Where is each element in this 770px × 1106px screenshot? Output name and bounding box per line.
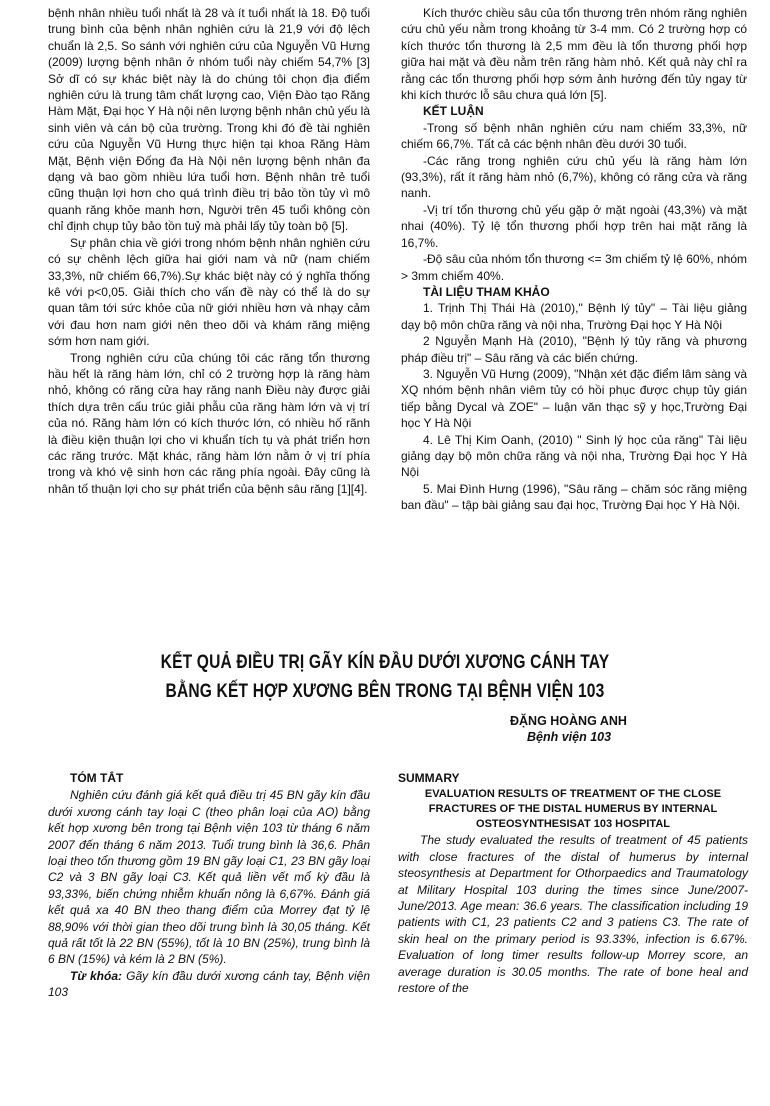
author-institution: Bệnh viện 103 [527,730,612,744]
references-heading: TÀI LIỆU THAM KHẢO [423,284,550,299]
left-column-continued-text [48,5,370,497]
keywords-text: Gãy kín đầu dưới xương cánh tay, Bệnh viện 103 [48,968,370,1000]
article-title-line: KẾT QUẢ ĐIỀU TRỊ GÃY KÍN ĐẦU DƯỚI XƯƠNG CÁNH TAY [160,652,610,673]
reference-item: 5. Mai Đình Hưng (1996), "Sâu răng – chăm sóc răng miệng ban đầu" – tập bài giảng sau đại học, Trường Đại học Y Hà Nội. [401,481,747,513]
right-column-continued-text [401,5,747,514]
conclusion-heading: KẾT LUẬN [423,104,484,119]
paragraph-tooth-discussion: Trong nghiên cứu của chúng tôi các răng tổn thương hầu hết là răng hàm lớn, chỉ có 2 trường hợp là răng hàm nhỏ, không có răng cửa hay răng nanh Điều này được giải thích dựa trên cấu trúc giải phẫu của răng hàm lớn và vị trí của nó. Răng hàm lớn có kích thước lớn, có nhiều hố rãnh là điều kiện thuận lợi cho vi khuẩn tích tụ và phát triển hơn các răng trước. Mặt khác, răng hàm lớn nằm ở vị trí phía trong và khó vệ sinh hơn các răng phía ngoài. Đây cũng là nhân tố thuận lợi cho sự phát triển của bệnh sâu răng [1][4]. [48,350,370,496]
conclusion-item: -Trong số bệnh nhân nghiên cứu nam chiếm 33,3%, nữ chiếm 66,7%. Tất cả các bệnh nhân đều dưới 30 tuổi. [401,120,747,152]
reference-item: 1. Trịnh Thị Thái Hà (2010)," Bệnh lý tủy" – Tài liệu giảng dạy bộ môn chữa răng và nội nha, Trường Đại học Y Hà Nội [401,301,747,332]
reference-item: 2 Nguyễn Mạnh Hà (2010), "Bệnh lý tủy răng và phương pháp điều trị" – Sâu răng và các biến chứng. [401,334,747,365]
abstract-body: Nghiên cứu đánh giá kết quả điều trị 45 BN gãy kín đầu dưới xương cánh tay loại C (theo phân loại của AO) bằng kết hợp xương bên trong tại Bệnh viện 103 từ tháng 6 năm 2007 đến tháng 6 năm 2013. Tuổi trung bình là 36,6. Phân loại theo tổn thương gồm 19 BN gãy loại C1, 23 BN gãy loại C2 và 3 BN gãy loại C3. Kết quả liền vết mổ kỳ đầu là 93,33%, biến chứng nhiễm khuẩn nông là 6,67%. Đánh giá kết quả xa 40 BN theo thang điểm của Morrey đạt tỷ lệ 88,90% với thời gian theo dõi trung bình là 30,05 tháng. Kết quả rất tốt là 22 BN (55%), tốt là 10 BN (25%), trung bình là 6 BN (15%) và kém là 2 BN (5%). [48,788,370,967]
paragraph-age-discussion: bệnh nhân nhiều tuổi nhất là 28 và ít tuổi nhất là 18. Độ tuổi trung bình của bệnh nhân nghiên cứu là 21,9 với độ lệch chuẩn là 2,5. So sánh với nghiên cứu của Nguyễn Vũ Hưng (2009) lượng bệnh nhân ở nhóm tuổi này chiếm 54,7% [3] Sở dĩ có sự khác biệt này là do chúng tôi chọn địa điểm nghiên cứu là trung tâm chất lượng cao, Viện Đào tạo Răng Hàm Mặt, Đại học Y Hà nội nên lượng bệnh nhân chủ yếu là sinh viên và cán bộ của trường. Trong khi đó đề tài nghiên cứu của Nguyễn Vũ Hưng thực hiện tại khoa Răng Hàm Mặt, Bệnh viện Đống đa Hà Nội nên lượng bệnh nhân đa dạng và bao gồm nhiều lứa tuổi hơn. Bệnh nhân trẻ tuổi cũng thuận lợi hơn cho quá trình điều trị bảo tồn tủy vì mô quanh răng khỏe manh hơn, Người trên 45 tuổi không còn chỉ định chụp tủy bảo tồn tuỷ mà phải lấy tủy toàn bộ [5]. [48,6,370,234]
article-title [69,648,700,706]
keywords-line [48,968,370,1001]
abstract-heading: TÓM TẮT [70,771,124,785]
article-title-line: BẰNG KẾT HỢP XƯƠNG BÊN TRONG TẠI BỆNH VIỆN 103 [165,681,605,702]
reference-item: 4. Lê Thị Kim Oanh, (2010) " Sinh lý học của răng" Tài liệu giảng dạy bộ môn chữa răng và nội nha, Trường Đại học Y Hà Nội [401,432,747,480]
summary-body: The study evaluated the results of treatment of 45 patients with close fractures of the distal of humerus by internal steosynthesis at Department for Othorpaedics and Traumatology at Military Hospital 103 during the times since June/2007- June/2013. Age mean: 36.6 years. The classification including 19 patients with C1, 23 patients C2 and 3 patiens C3. The rate of skin heal on the primary period is 93.33%, infection is 6.67%. Evaluation of long timer results follow-up Morrey score, an average duration is 30.05 months. The rate of bone heal and restore of the [398,833,748,996]
summary-heading: SUMMARY [398,771,460,785]
conclusion-item: -Các răng trong nghiên cứu chủ yếu là răng hàm lớn (93,3%), rất ít răng hàm nhỏ (6,7%), không có răng cửa và răng nanh. [401,153,747,201]
author-block [510,713,627,745]
paragraph-gender-discussion: Sự phân chia về giới trong nhóm bệnh nhân nghiên cứu có sự chênh lệch giữa hai giới nam và nữ (nam chiếm 33,3%, nữ chiếm 66,7%).Sự khác biệt này có ý nghĩa thống kê với p<0,05. Giải thích cho vấn đề này có thể là do sự quan tâm tới sức khỏe của nữ giới nhiều hơn và nhạy cảm với đau hơn nam giới nên theo dõi và khám răng miệng sớm hơn nam giới. [48,235,370,349]
conclusion-item: -Độ sâu của nhóm tổn thương <= 3m chiếm tỷ lệ 60%, nhóm > 3mm chiếm 40%. [401,252,747,283]
paragraph-lesion-depth: Kích thước chiều sâu của tổn thương trên nhóm răng nghiên cứu chủ yếu nằm trong khoảng từ 3-4 mm. Có 2 trường hợp có kích thước tổn thương là 2,5 mm đều là tổn thương phối hợp giữa hai mặt và đều nằm trên răng hàm nhỏ. Kết quả này chỉ ra rằng các tổn thương phối hợp sớm ảnh hưởng đến tủy ngay từ khi kích thước lỗ sâu chưa quá lớn [5]. [401,6,747,103]
author-name: ĐẶNG HOÀNG ANH [510,714,627,728]
summary-title: EVALUATION RESULTS OF TREATMENT OF THE CLOSE FRACTURES OF THE DISTAL HUMERUS BY INTERNAL OSTEOSYNTHESISAT 103 HOSPITAL [424,788,722,831]
keywords-label: Từ khóa: [70,968,123,983]
english-summary [398,770,748,996]
conclusion-item: -Vị trí tổn thương chủ yếu gặp ở mặt ngoài (43,3%) và mặt nhai (40%). Tỷ lệ tổn thương phối hợp trên hai mặt răng là 16,7%. [401,202,747,250]
vietnamese-abstract [48,770,370,1001]
reference-item: 3. Nguyễn Vũ Hưng (2009), "Nhận xét đặc điểm lâm sàng và XQ nhóm bệnh nhân viêm tủy có hồi phục được chụp tủy gián tiếp bằng Dycal và ZOE" – luận văn thạc sỹ y học,Trường Đại học Y Hà Nội [401,366,747,431]
